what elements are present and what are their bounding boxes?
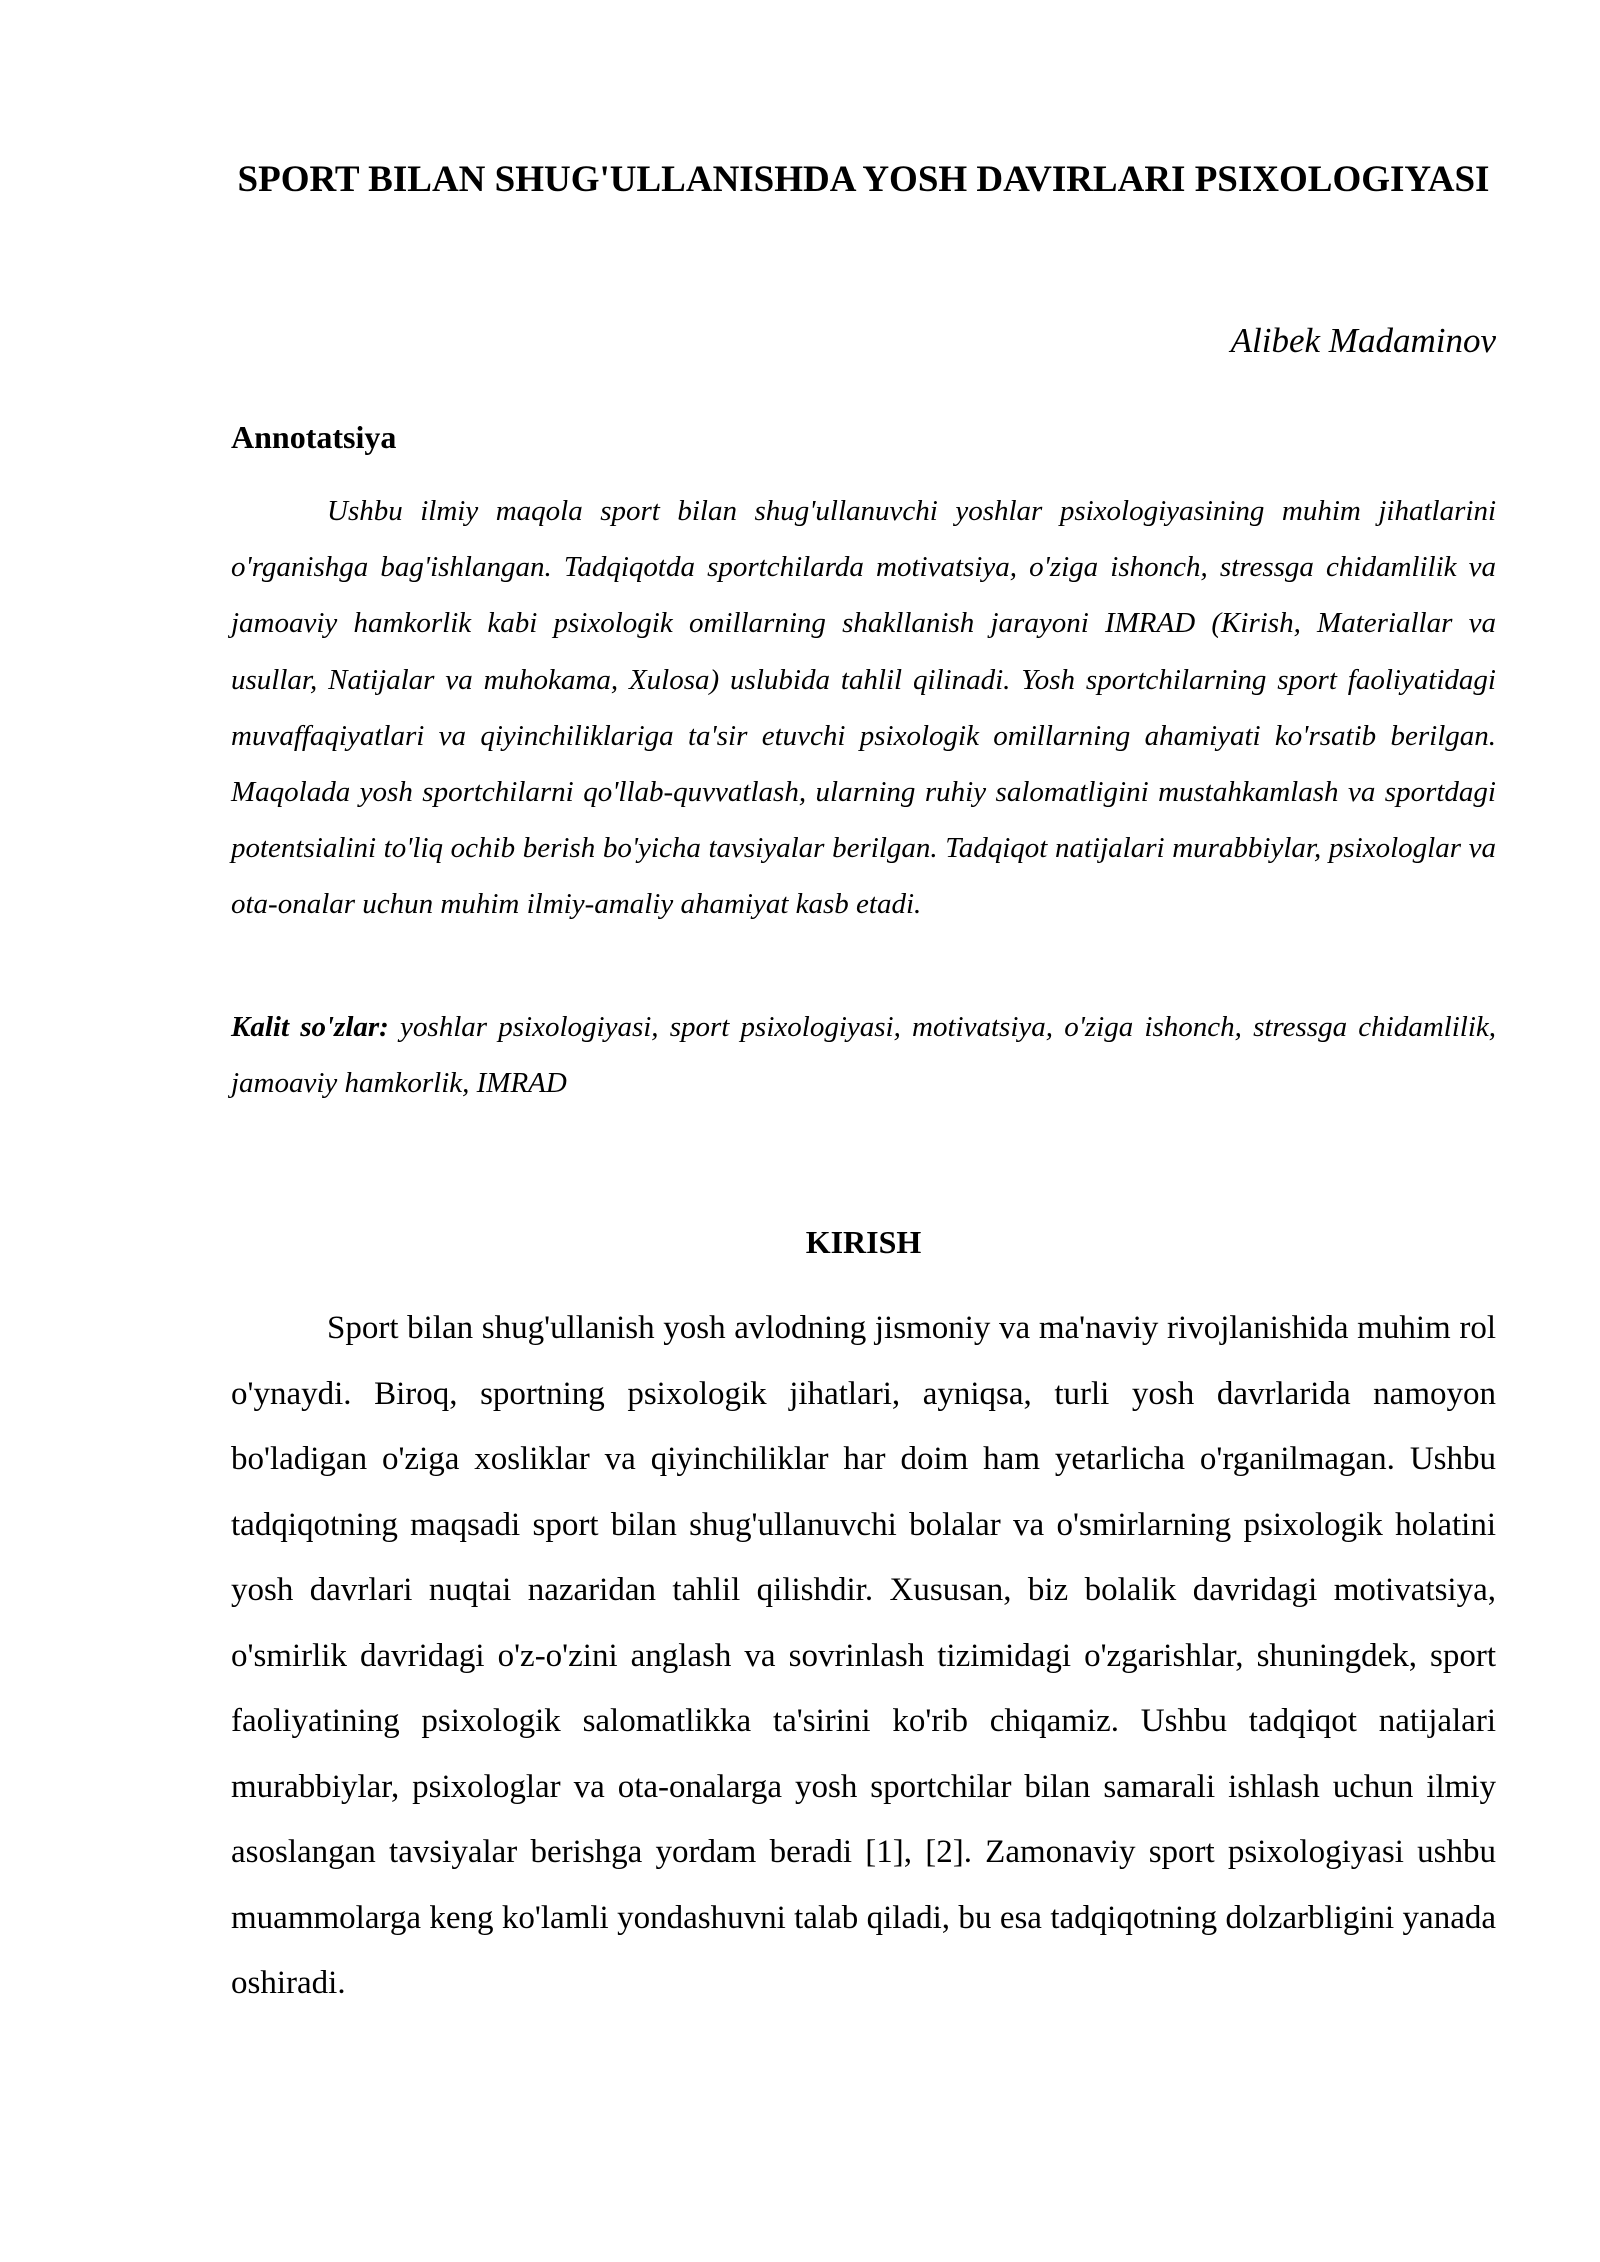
annotation-heading: Annotatsiya [231,419,397,455]
keywords-paragraph [231,999,1496,1111]
introduction-text: Sport bilan shug'ullanish yosh avlodning jismoniy va ma'naviy rivojlanishida muhim rol o'ynaydi. Biroq, sportning psixologik jihatlari, ayniqsa, turli yosh davrlarida namoyon bo'ladigan o'ziga xosliklar va qiyinchiliklar har doim ham yetarlicha o'rganilmagan. Ushbu tadqiqotning maqsadi sport bilan shug'ullanuvchi bolalar va o'smirlarning psixologik holatini yosh davrlari nuqtai nazaridan tahlil qilishdir. Xususan, biz bolalik davridagi motivatsiya, o'smirlik davridagi o'z-o'zini anglash va sovrinlash tizimidagi o'zgarishlar, shuningdek, sport faoliyatining psixologik salomatlikka ta'sirini ko'rib chiqamiz. Ushbu tadqiqot natijalari murabbiylar, psixologlar va ota-onalarga yosh sportchilar bilan samarali ishlash uchun ilmiy asoslangan tavsiyalar berishga yordam beradi [1], [2]. Zamonaviy sport psixologiyasi ushbu muammolarga keng ko'lamli yondashuvni talab qiladi, bu esa tadqiqotning dolzarbligini yanada oshiradi. [231,1310,1496,2001]
keywords-label: Kalit so'zlar: [231,1011,389,1043]
keywords-text: yoshlar psixologiyasi, sport psixologiyasi, motivatsiya, o'ziga ishonch, stressga chidamlilik, jamoaviy hamkorlik, IMRAD [231,1011,1496,1099]
author-name: Alibek Madaminov [1230,321,1496,360]
annotation-text: Ushbu ilmiy maqola sport bilan shug'ullanuvchi yoshlar psixologiyasining muhim jihatlarini o'rganishga bag'ishlangan. Tadqiqotda sportchilarda motivatsiya, o'ziga ishonch, stressga chidamlilik va jamoaviy hamkorlik kabi psixologik omillarning shakllanish jarayoni IMRAD (Kirish, Materiallar va usullar, Natijalar va muhokama, Xulosa) uslubida tahlil qilinadi. Yosh sportchilarning sport faoliyatidagi muvaffaqiyatlari va qiyinchiliklariga ta'sir etuvchi psixologik omillarning ahamiyati ko'rsatib berilgan. Maqolada yosh sportchilarni qo'llab-quvvatlash, ularning ruhiy salomatligini mustahkamlash va sportdagi potentsialini to'liq ochib berish bo'yicha tavsiyalar berilgan. Tadqiqot natijalari murabbiylar, psixologlar va ota-onalar uchun muhim ilmiy-amaliy ahamiyat kasb etadi. [231,495,1496,921]
introduction-heading: KIRISH [805,1224,922,1260]
document-title: SPORT BILAN SHUG'ULLANISHDA YOSH DAVIRLARI PSIXOLOGIYASI [237,159,1490,200]
